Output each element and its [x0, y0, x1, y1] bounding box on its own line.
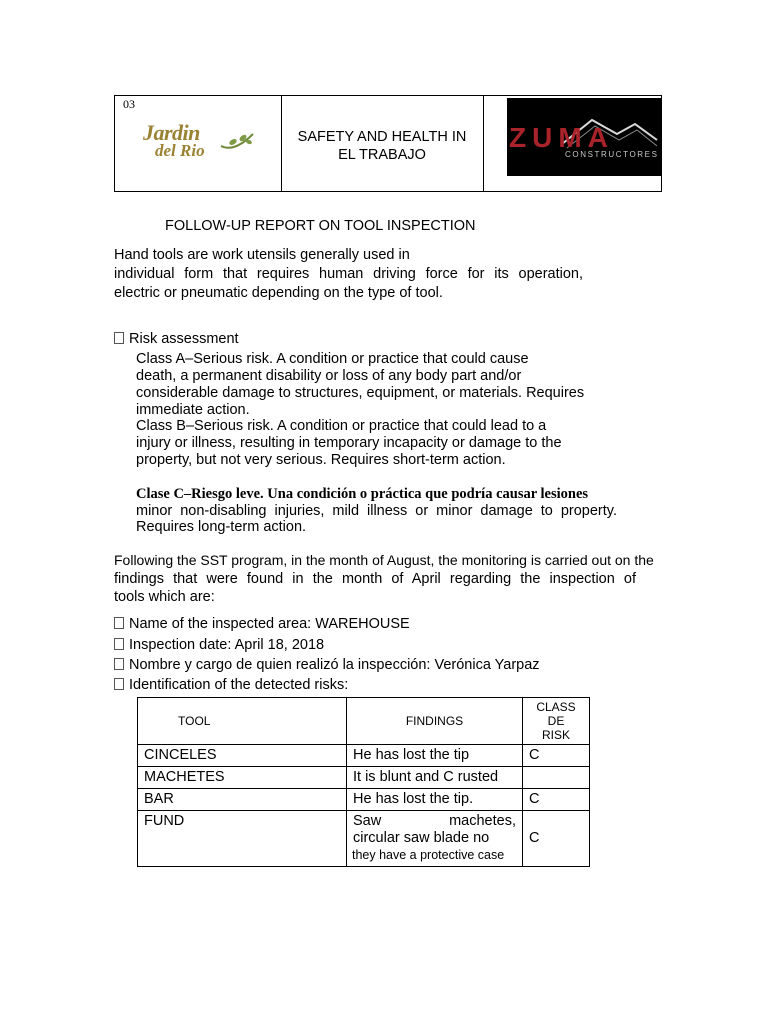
table-row [138, 789, 590, 811]
class-cell: C [523, 745, 590, 767]
tool-cell: MACHETES [138, 767, 347, 789]
class-a-line: Class A–Serious risk. A condition or practice that could cause [136, 351, 529, 367]
findings-line: circular saw blade no [353, 830, 490, 846]
detected-risks-heading: Identification of the detected risks: [114, 677, 348, 694]
logo-name: ZUMA [509, 122, 614, 153]
tool-cell: CINCELES [138, 745, 347, 767]
inspector: Nombre y cargo de quien realizó la inspección: Verónica Yarpaz [114, 657, 540, 674]
class-a-line: considerable damage to structures, equipment, or materials. Requires [136, 385, 585, 401]
checkbox-icon [114, 678, 124, 690]
checkbox-icon [114, 658, 124, 670]
logo-tagline: CONSTRUCTORES [565, 150, 659, 159]
logo-text-line2: del Rio [155, 141, 205, 160]
risk-heading: Risk assessment [114, 331, 239, 348]
class-cell: C [523, 789, 590, 811]
page-number: 03 [123, 97, 135, 111]
intro-line: individual form that requires human driving force for its operation, [114, 266, 583, 282]
findings-cell: He has lost the tip [347, 745, 523, 767]
followup-line: Following the SST program, in the month of August, the monitoring is carried out on the [114, 552, 654, 568]
class-cell [523, 767, 590, 789]
zuma-constructores-logo [507, 98, 661, 176]
table-row [138, 745, 590, 767]
table-row [138, 767, 590, 789]
logo-text-line1: Jardin [143, 120, 200, 145]
class-c-line: Clase C–Riesgo leve. Una condición o práctica que podría causar lesiones [136, 486, 589, 502]
inspected-area: Name of the inspected area: WAREHOUSE [114, 616, 410, 633]
class-cell: C [523, 811, 590, 867]
class-c-line: Requires long-term action. [136, 519, 307, 535]
findings-cell [347, 811, 523, 867]
header-findings: FINDINGS [347, 698, 523, 745]
class-b-line: property, but not very serious. Requires short-term action. [136, 452, 506, 468]
header-class: CLASS DE RISK [523, 698, 590, 745]
inspection-date: Inspection date: April 18, 2018 [114, 637, 324, 654]
header-title [282, 128, 482, 164]
checkbox-icon [114, 638, 124, 650]
class-a-line: death, a permanent disability or loss of any body part and/or [136, 368, 522, 384]
report-title: FOLLOW-UP REPORT ON TOOL INSPECTION [165, 218, 476, 234]
tool-cell: BAR [138, 789, 347, 811]
followup-line: findings that were found in the month of April regarding the inspection of [114, 571, 636, 587]
class-b-line: Class B–Serious risk. A condition or practice that could lead to a [136, 418, 547, 434]
class-b-line: injury or illness, resulting in temporary incapacity or damage to the [136, 435, 562, 451]
findings-line: Saw machetes, [353, 813, 516, 829]
intro-line: electric or pneumatic depending on the type of tool. [114, 285, 443, 301]
intro-line: Hand tools are work utensils generally used in [114, 247, 410, 263]
vine-icon [219, 128, 255, 154]
header-divider [483, 96, 484, 191]
header-title-line1: SAFETY AND HEALTH IN [297, 129, 467, 145]
findings-cell: He has lost the tip. [347, 789, 523, 811]
header-tool: TOOL [138, 698, 347, 745]
checkbox-icon [114, 332, 124, 344]
table-row [138, 811, 590, 867]
class-c-line: minor non-disabling injuries, mild illness or minor damage to property. [136, 503, 617, 519]
tool-cell: FUND [138, 811, 347, 867]
document-header [114, 95, 662, 192]
checkbox-icon [114, 617, 124, 629]
table-header-row [138, 698, 590, 745]
jardin-del-rio-logo [141, 118, 256, 168]
findings-table [137, 697, 590, 867]
findings-line: they have a protective case [352, 848, 505, 862]
class-a-line: immediate action. [136, 402, 250, 418]
header-title-line2: EL TRABAJO [338, 147, 426, 163]
followup-line: tools which are: [114, 589, 215, 605]
findings-cell: It is blunt and C rusted [347, 767, 523, 789]
